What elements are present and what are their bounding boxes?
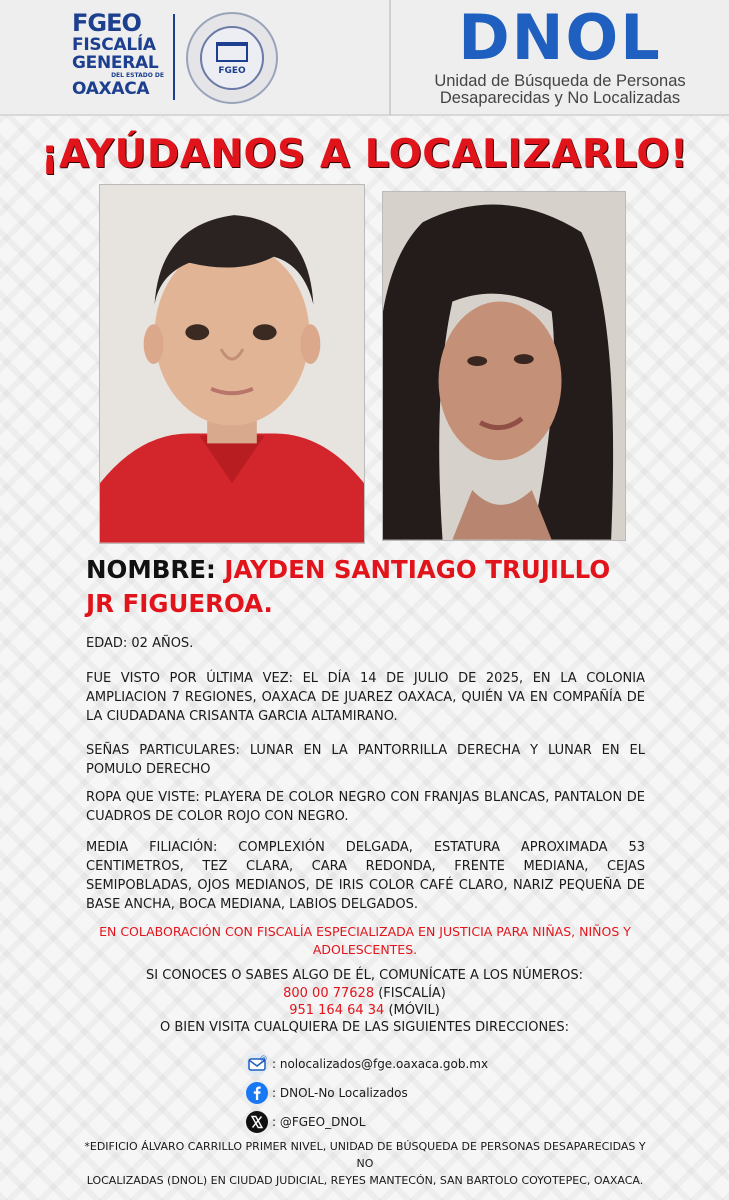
seal-inner-ring <box>200 26 264 90</box>
facebook-icon <box>245 1081 269 1105</box>
phone-label-2: (MÓVIL) <box>384 1003 440 1018</box>
dnol-subtitle-line2: Desaparecidas y No Localizadas <box>439 89 681 107</box>
phone-number-2[interactable]: 951 164 64 34 <box>289 1003 385 1018</box>
adult-portrait-image <box>383 192 625 540</box>
email-icon <box>245 1052 269 1076</box>
child-photo <box>99 184 365 544</box>
fgeo-wordmark-logo <box>72 10 164 98</box>
fgeo-logo-area <box>0 0 390 116</box>
fgeo-logo-text: FGEO <box>72 9 141 37</box>
email-address: : nolocalizados@fge.oaxaca.gob.mx <box>272 1057 489 1071</box>
facebook-contact[interactable] <box>245 1080 408 1106</box>
seal-label: FGEO <box>218 66 246 76</box>
dnol-subtitle-line1: Unidad de Búsqueda de Personas <box>434 72 686 90</box>
x-handle: : @FGEO_DNOL <box>272 1115 366 1129</box>
child-portrait-image <box>100 185 364 543</box>
collab-line1: EN COLABORACIÓN CON FISCALÍA ESPECIALIZADA EN JUSTICIA PARA NIÑAS, NIÑOS Y <box>99 924 631 939</box>
facebook-handle: : DNOL-No Localizados <box>272 1086 408 1100</box>
age-text: EDAD: 02 AÑOS. <box>86 636 194 651</box>
collaboration-note <box>80 923 650 959</box>
name-value-line2: JR FIGUEROA. <box>86 589 273 618</box>
x-contact[interactable] <box>245 1109 365 1135</box>
dnol-logo-area <box>391 0 729 116</box>
fgeo-line2: GENERAL <box>72 53 159 73</box>
header-banner <box>0 0 729 116</box>
poster-headline: ¡AYÚDANOS A LOCALIZARLO! <box>40 132 689 177</box>
address-footer <box>80 1138 650 1189</box>
building-icon <box>216 42 248 62</box>
adult-photo <box>382 191 626 541</box>
phone-label-1: (FISCALÍA) <box>374 986 446 1001</box>
clothing-text: ROPA QUE VISTE: PLAYERA DE COLOR NEGRO CON FRANJAS BLANCAS, PANTALON DE CUADROS DE COLOR ROJO CON NEGRO. <box>86 790 645 824</box>
svg-text:@: @ <box>260 1055 267 1063</box>
last-seen-text: FUE VISTO POR ÚLTIMA VEZ: EL DÍA 14 DE JULIO DE 2025, EN LA COLONIA AMPLIACION 7 REGIONES, OAXACA DE JUAREZ OAXACA, QUIÉN VA EN COMPAÑÍA DE LA CIUDADANA CRISANTA GARCIA ALTAMIRANO. <box>86 671 645 724</box>
visit-text: O BIEN VISITA CUALQUIERA DE LAS SIGUIENTES DIRECCIONES: <box>159 1020 570 1035</box>
fgeo-small-text: DEL ESTADO DE <box>111 72 164 79</box>
x-icon <box>245 1110 269 1134</box>
footer-line1: *EDIFICIO ÁLVARO CARRILLO PRIMER NIVEL, UNIDAD DE BÚSQUEDA DE PERSONAS DESAPARECIDAS Y NO <box>84 1140 646 1170</box>
fgeo-line1: FISCALÍA <box>72 35 156 55</box>
phone-movil <box>0 1002 729 1020</box>
physical-description-text: MEDIA FILIACIÓN: COMPLEXIÓN DELGADA, ESTATURA APROXIMADA 53 CENTIMETROS, TEZ CLARA, CARA REDONDA, FRENTE MEDIANA, CEJAS SEMIPOBLADAS, OJOS MEDIANOS, DE IRIS COLOR CAFÉ CLARO, NARIZ PEQUEÑA DE BASE ANCHA, BOCA MEDIANA, LABIOS DELGADOS. <box>86 840 645 912</box>
name-label: NOMBRE: <box>86 555 216 584</box>
phone-fiscalia <box>0 985 729 1003</box>
fgeo-line3: OAXACA <box>72 79 150 99</box>
person-name <box>86 553 646 621</box>
logo-separator <box>173 14 175 100</box>
dnol-logo-title: DNOL <box>458 1 662 74</box>
collab-line2: ADOLESCENTES. <box>312 942 418 957</box>
phone-number-1[interactable]: 800 00 77628 <box>283 986 375 1001</box>
distinguishing-marks-text: SEÑAS PARTICULARES: LUNAR EN LA PANTORRILLA DERECHA Y LUNAR EN EL POMULO DERECHO <box>86 743 645 777</box>
fgeo-seal-icon <box>186 12 278 104</box>
name-value-line1: JAYDEN SANTIAGO TRUJILLO <box>224 555 611 584</box>
footer-line2: LOCALIZADAS (DNOL) EN CIUDAD JUDICIAL, REYES MANTECÓN, SAN BARTOLO COYOTEPEC, OAXACA. <box>86 1174 644 1187</box>
contact-intro: SI CONOCES O SABES ALGO DE ÉL, COMUNÍCATE A LOS NÚMEROS: <box>146 968 583 983</box>
email-contact[interactable] <box>245 1051 488 1077</box>
